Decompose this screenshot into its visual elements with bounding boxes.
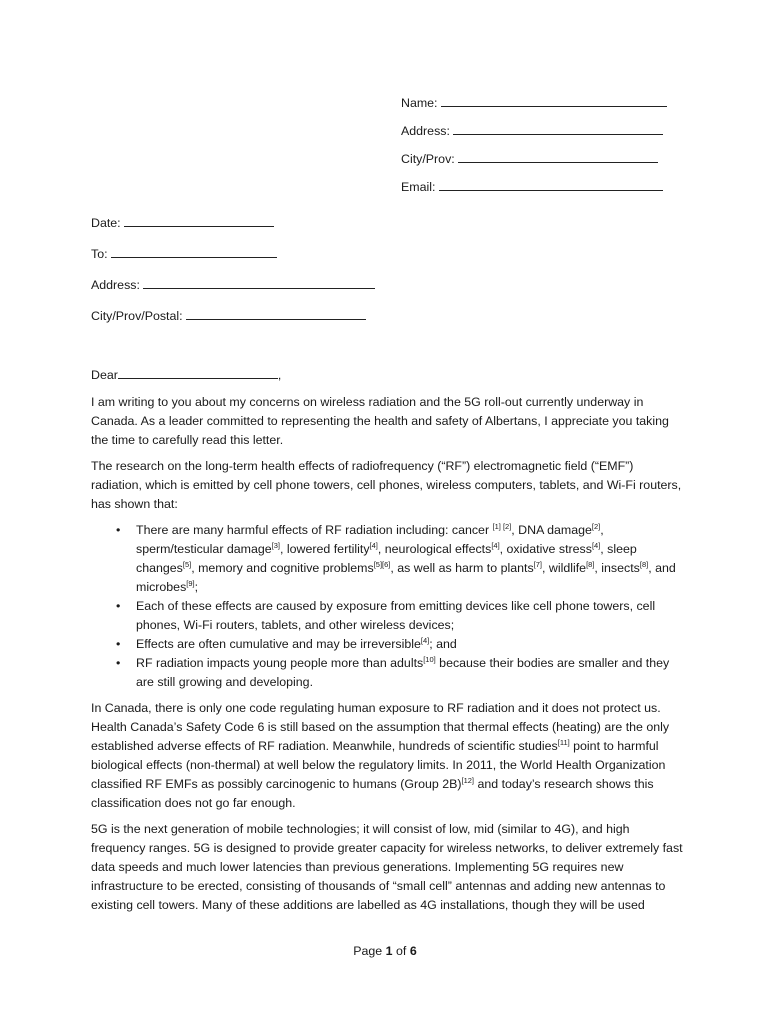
- citation-ref: [10]: [423, 654, 436, 664]
- recipient-address-blank-line[interactable]: [143, 274, 375, 289]
- citation-ref: [8]: [639, 559, 649, 569]
- paragraph-canada-regulation: [91, 699, 687, 813]
- citypostal-blank-line[interactable]: [186, 305, 366, 320]
- citypostal-label: City/Prov/Postal:: [91, 309, 183, 323]
- list-item-text: , oxidative stress: [499, 542, 592, 556]
- recipient-address-row: [91, 274, 375, 305]
- list-item-text: ; and: [429, 637, 457, 651]
- list-item-text: Effects are often cumulative and may be irreversible: [136, 637, 421, 651]
- citation-ref: [7]: [533, 559, 542, 569]
- list-item: [116, 654, 687, 692]
- list-item-text: , neurological effects: [377, 542, 492, 556]
- paragraph-text: and today’s research shows this classification does not go far enough.: [91, 777, 654, 810]
- paragraph-text: In Canada, there is only one code regulating human exposure to RF radiation and it does not protect us. Health Canada’s Safety Code 6 is still based on the assumption that thermal effects (heating) are the only established adverse effects of RF radiation. Meanwhile, hundreds of scientific studies: [91, 701, 670, 753]
- list-item: [116, 597, 687, 635]
- list-item: [116, 635, 687, 654]
- list-item-text: , wildlife: [541, 561, 587, 575]
- citation-ref: [5][6]: [373, 559, 391, 569]
- list-item-text: , lowered fertility: [280, 542, 370, 556]
- cityprov-blank-line[interactable]: [458, 148, 658, 163]
- list-item-text: , and microbes: [136, 561, 676, 594]
- name-blank-line[interactable]: [441, 92, 667, 107]
- list-item-text: ;: [194, 580, 199, 594]
- bullet-icon: •: [116, 637, 121, 651]
- list-item-text: , sleep changes: [136, 542, 637, 575]
- citation-ref: [9]: [186, 578, 195, 588]
- citation-ref: [11]: [557, 737, 570, 747]
- citation-ref: [12]: [461, 775, 475, 785]
- sender-cityprov-row: [401, 148, 667, 176]
- dear-label: Dear: [91, 368, 118, 382]
- to-blank-line[interactable]: [111, 243, 277, 258]
- citation-ref: [4]: [420, 635, 430, 645]
- email-blank-line[interactable]: [439, 176, 663, 191]
- list-item-text: RF radiation impacts young people more than adults: [136, 656, 424, 670]
- address-label: Address:: [401, 124, 450, 138]
- letter-body: [91, 364, 687, 922]
- paragraph-5g: 5G is the next generation of mobile technologies; it will consist of low, mid (similar to 4G), and high frequency ranges. 5G is designed to provide greater capacity for wireless networks, to deliver extremely fast data speeds and much lower latencies than previous generations. Implementing 5G requires new infrastructure to be erected, consisting of thousands of “small cell” antennas and adding new antennas to existing cell towers. Many of these additions are labelled as 4G installations, though they will be used: [91, 822, 683, 912]
- salutation-line: [91, 364, 687, 385]
- total-page-count: 6: [409, 944, 417, 958]
- list-item-text: because their bodies are smaller and they are still growing and developing.: [136, 656, 670, 689]
- page-footer: [0, 942, 770, 961]
- citation-ref: [5]: [182, 559, 192, 569]
- citypostal-row: [91, 305, 375, 336]
- cityprov-label: City/Prov:: [401, 152, 455, 166]
- list-item-text: , sperm/testicular damage: [136, 523, 604, 556]
- list-item-text: , memory and cognitive problems: [191, 561, 374, 575]
- findings-list: [91, 521, 687, 692]
- citation-ref: [8]: [586, 559, 595, 569]
- citation-ref: [1] [2]: [492, 521, 512, 531]
- sender-block: [401, 92, 667, 204]
- citation-ref: [4]: [591, 540, 601, 550]
- bullet-icon: •: [116, 523, 121, 537]
- paragraph-text: point to harmful biological effects (non-thermal) at well below the regulatory limits. In 2011, the World Health Organization classified RF EMFs as possibly carcinogenic to humans (Group 2B): [91, 739, 666, 791]
- sender-email-row: [401, 176, 667, 204]
- citation-ref: [3]: [271, 540, 281, 550]
- recipient-address-label: Address:: [91, 278, 140, 292]
- list-item-text: , insects: [594, 561, 640, 575]
- date-label: Date:: [91, 216, 121, 230]
- list-item: [116, 521, 687, 597]
- paragraph-intro: I am writing to you about my concerns on wireless radiation and the 5G roll-out currently underway in Canada. As a leader committed to representing the health and safety of Albertans, I appreciate you taking the time to carefully read this letter.: [91, 395, 669, 447]
- sender-address-row: [401, 120, 667, 148]
- date-row: [91, 212, 375, 243]
- current-page-number: 1: [385, 944, 393, 958]
- citation-ref: [4]: [491, 540, 500, 550]
- name-label: Name:: [401, 96, 438, 110]
- page-word: Page: [353, 944, 383, 958]
- paragraph-research: The research on the long-term health effects of radiofrequency (“RF”) electromagnetic field (“EMF”) radiation, which is emitted by cell phone towers, cell phones, wireless computers, tablets, and Wi-Fi routers, has shown that:: [91, 459, 682, 511]
- citation-ref: [2]: [591, 521, 601, 531]
- bullet-icon: •: [116, 656, 121, 670]
- address-blank-line[interactable]: [453, 120, 663, 135]
- of-word: of: [396, 944, 407, 958]
- list-item-text: Each of these effects are caused by exposure from emitting devices like cell phone towers, cell phones, Wi-Fi routers, tablets, and other wireless devices;: [136, 599, 656, 632]
- sender-name-row: [401, 92, 667, 120]
- citation-ref: [4]: [369, 540, 378, 550]
- list-item-text: , DNA damage: [511, 523, 592, 537]
- addressee-blank-line[interactable]: [118, 364, 278, 379]
- email-label: Email:: [401, 180, 436, 194]
- recipient-block: [91, 212, 375, 336]
- list-item-text: There are many harmful effects of RF radiation including: cancer: [136, 523, 493, 537]
- to-label: To:: [91, 247, 108, 261]
- list-item-text: , as well as harm to plants: [390, 561, 534, 575]
- salutation-comma: ,: [277, 368, 282, 382]
- date-blank-line[interactable]: [124, 212, 274, 227]
- to-row: [91, 243, 375, 274]
- bullet-icon: •: [116, 599, 121, 613]
